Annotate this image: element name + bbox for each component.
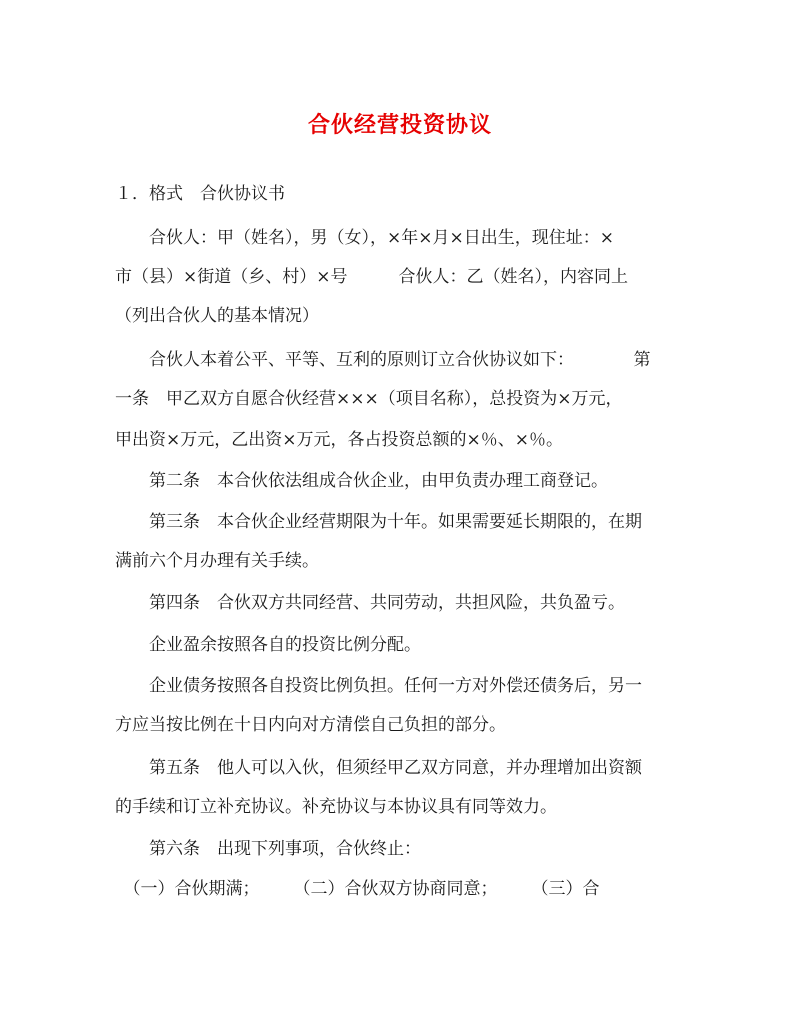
text-line-16: 的手续和订立补充协议。补充协议与本协议具有同等效力。 [115,797,557,817]
text-line-12: 企业盈余按照各自的投资比例分配。 [115,635,421,655]
text-line-8: 第二条 本合伙依法组成合伙企业，由甲负责办理工商登记。 [115,471,608,491]
text-line-3: 市（县）×街道（乡、村）×号 合伙人：乙（姓名），内容同上 [115,267,628,287]
text-line-1: １．格式 合伙协议书 [115,184,285,204]
text-line-4: （列出合伙人的基本情况） [115,306,319,326]
text-line-15: 第五条 他人可以入伙，但须经甲乙双方同意，并办理增加出资额 [115,758,642,778]
text-line-13: 企业债务按照各自投资比例负担。任何一方对外偿还债务后，另一 [115,676,642,696]
text-line-6: 一条 甲乙双方自愿合伙经营×××（项目名称），总投资为×万元， [115,389,623,409]
text-line-18: （一）合伙期满； （二）合伙双方协商同意； （三）合 [115,879,600,899]
document-title: 合伙经营投资协议 [307,112,492,138]
text-line-17: 第六条 出现下列事项，合伙终止： [115,839,421,859]
text-line-10: 满前六个月办理有关手续。 [115,551,319,571]
text-line-14: 方应当按比例在十日内向对方清偿自己负担的部分。 [115,715,506,735]
text-line-9: 第三条 本合伙企业经营期限为十年。如果需要延长期限的，在期 [115,512,642,532]
text-line-11: 第四条 合伙双方共同经营、共同劳动，共担风险，共负盈亏。 [115,593,625,613]
text-line-5: 合伙人本着公平、平等、互利的原则订立合伙协议如下： 第 [115,350,651,370]
text-line-2: 合伙人：甲（姓名），男（女），×年×月×日出生，现住址：× [115,228,614,248]
text-line-7: 甲出资×万元，乙出资×万元，各占投资总额的×％、×％。 [115,430,563,450]
